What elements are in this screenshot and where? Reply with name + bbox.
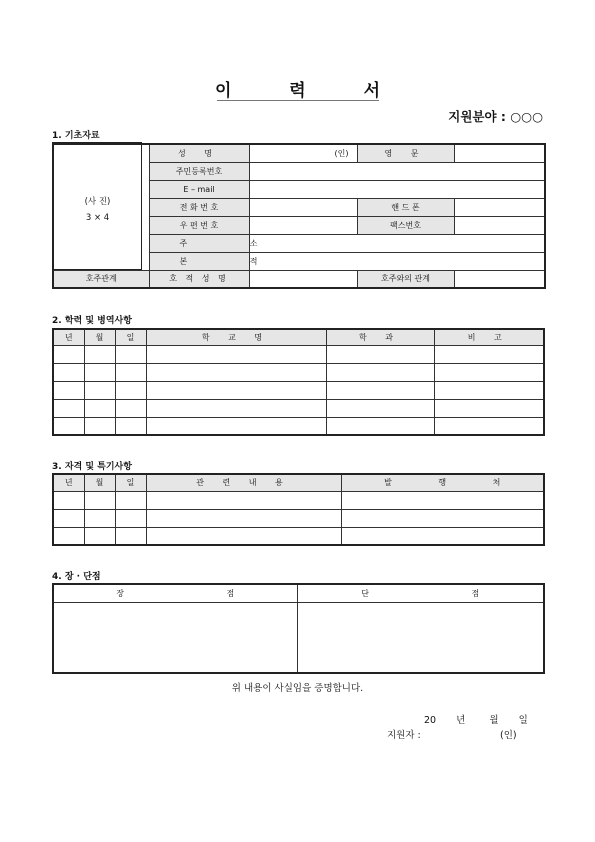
table-row bbox=[53, 509, 544, 527]
date-row bbox=[424, 712, 528, 726]
date-month-label: 월 bbox=[489, 715, 499, 726]
postcode-input[interactable] bbox=[249, 216, 357, 234]
title-underline bbox=[217, 100, 379, 101]
address-label: 주 소 bbox=[149, 234, 249, 252]
table-row bbox=[53, 399, 544, 417]
lic-header-month: 월 bbox=[84, 474, 115, 491]
table-row bbox=[53, 363, 544, 381]
basic-info-table bbox=[52, 143, 546, 289]
mobile-input[interactable] bbox=[454, 198, 545, 216]
lic-header-year: 년 bbox=[53, 474, 84, 491]
name-seal: (인) bbox=[334, 148, 349, 158]
edu-header-school: 학 교 명 bbox=[146, 329, 326, 345]
certification-statement: 위 내용이 사실임을 증명합니다. bbox=[231, 683, 364, 694]
application-field bbox=[448, 107, 543, 125]
date-year-label: 년 bbox=[456, 715, 466, 726]
education-table bbox=[52, 328, 545, 436]
table-row bbox=[53, 381, 544, 399]
household-relation-label: 호주관계 bbox=[53, 270, 149, 288]
pros-header: 장 점 bbox=[53, 584, 297, 602]
cons-input[interactable] bbox=[297, 602, 544, 673]
date-day-label: 일 bbox=[518, 715, 528, 726]
lic-header-day: 일 bbox=[115, 474, 146, 491]
table-row bbox=[53, 345, 544, 363]
phone-label: 전 화 번 호 bbox=[149, 198, 249, 216]
name-label: 성 명 bbox=[149, 144, 249, 162]
edu-header-note: 비 고 bbox=[434, 329, 544, 345]
field-value[interactable]: ○○○ bbox=[510, 109, 543, 124]
edu-header-day: 일 bbox=[115, 329, 146, 345]
section-strengths-title: 4. 장 · 단점 bbox=[52, 572, 101, 582]
edu-header-month: 월 bbox=[84, 329, 115, 345]
section-education-title: 2. 학력 및 병역사항 bbox=[52, 316, 132, 326]
license-header-row bbox=[53, 474, 544, 491]
fax-label: 팩스번호 bbox=[357, 216, 454, 234]
lic-header-issuer: 발 행 처 bbox=[341, 474, 544, 491]
photo-size: 3 × 4 bbox=[85, 213, 110, 223]
mobile-label: 핸 드 폰 bbox=[357, 198, 454, 216]
photo-label: (사 진) bbox=[84, 197, 111, 207]
table-row bbox=[53, 491, 544, 509]
signer-label: 지원자 : bbox=[387, 730, 421, 741]
domicile-input[interactable] bbox=[249, 252, 545, 270]
resident-no-input[interactable] bbox=[249, 162, 545, 180]
domicile-label: 본 적 bbox=[149, 252, 249, 270]
table-row bbox=[53, 417, 544, 435]
fax-input[interactable] bbox=[454, 216, 545, 234]
address-input[interactable] bbox=[249, 234, 545, 252]
postcode-label: 우 편 번 호 bbox=[149, 216, 249, 234]
date-year-prefix: 20 bbox=[424, 715, 437, 726]
email-label: E – mail bbox=[149, 180, 249, 198]
edu-header-year: 년 bbox=[53, 329, 84, 345]
email-input[interactable] bbox=[249, 180, 545, 198]
table-row bbox=[53, 527, 544, 545]
english-name-label: 영 문 bbox=[357, 144, 454, 162]
license-table bbox=[52, 473, 545, 546]
relation-with-head-input[interactable] bbox=[454, 270, 545, 288]
phone-input[interactable] bbox=[249, 198, 357, 216]
education-header-row bbox=[53, 329, 544, 345]
signer-row bbox=[387, 727, 421, 741]
section-basic-title: 1. 기초자료 bbox=[52, 131, 100, 141]
english-name-input[interactable] bbox=[454, 144, 545, 162]
household-name-label: 호 적 성 명 bbox=[149, 270, 249, 288]
signer-seal[interactable]: (인) bbox=[500, 730, 517, 741]
household-name-input[interactable] bbox=[249, 270, 357, 288]
name-input[interactable] bbox=[249, 144, 357, 162]
field-label: 지원분야 : bbox=[448, 109, 506, 124]
photo-cell bbox=[53, 144, 149, 270]
edu-header-major: 학 과 bbox=[326, 329, 434, 345]
cons-header: 단 점 bbox=[297, 584, 544, 602]
relation-with-head-label: 호주와의 관계 bbox=[357, 270, 454, 288]
lic-header-content: 관 련 내 용 bbox=[146, 474, 341, 491]
section-license-title: 3. 자격 및 특기사항 bbox=[52, 462, 132, 472]
document-title: 이 력 서 bbox=[214, 81, 407, 101]
resident-no-label: 주민등록번호 bbox=[149, 162, 249, 180]
pros-input[interactable] bbox=[53, 602, 297, 673]
strengths-table bbox=[52, 583, 545, 674]
